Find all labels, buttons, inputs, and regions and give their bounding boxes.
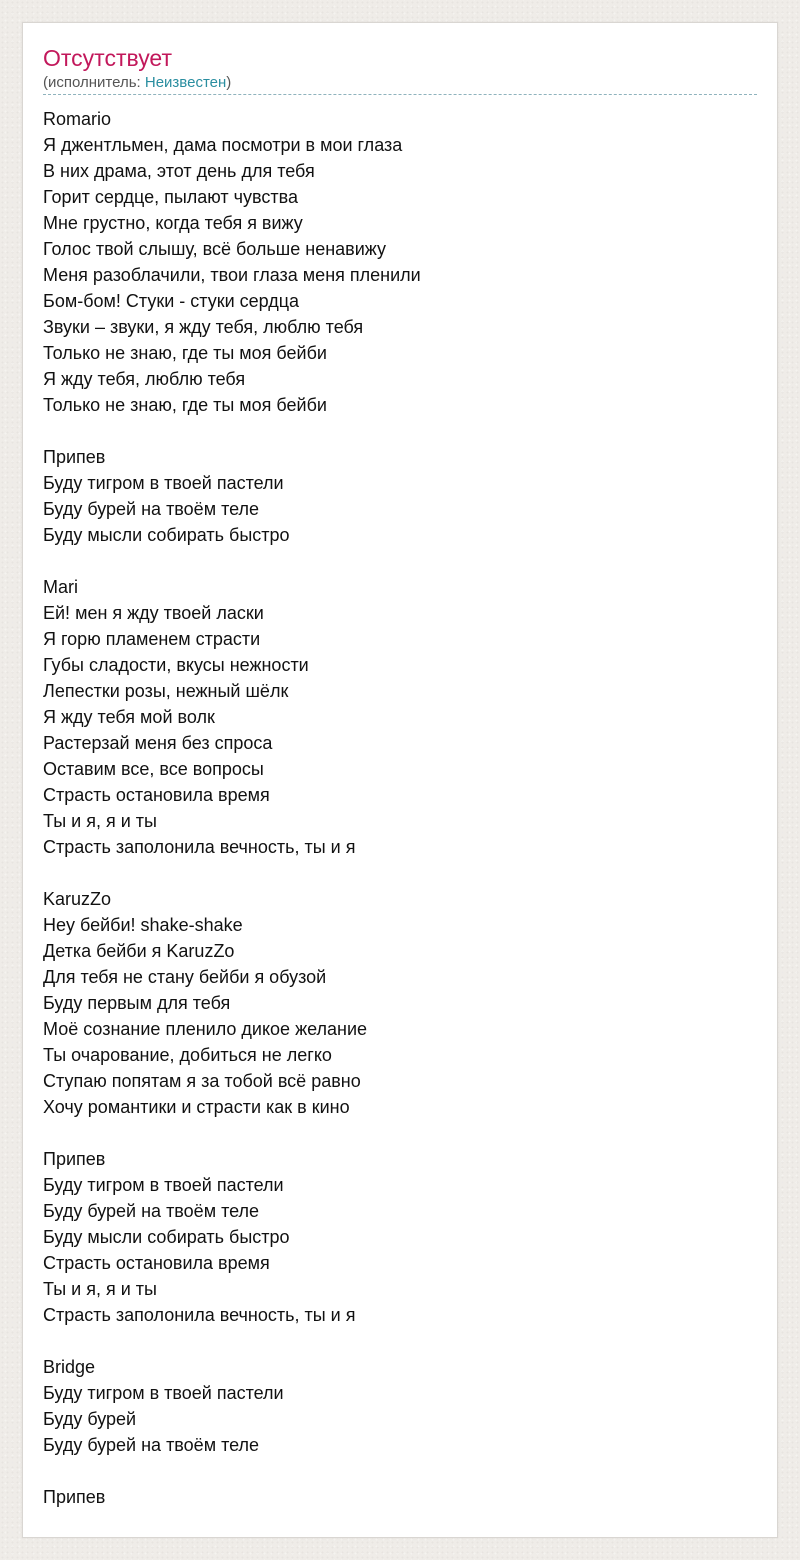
lyric-line: В них драма, этот день для тебя <box>43 161 315 181</box>
lyric-line: Губы сладости, вкусы нежности <box>43 655 309 675</box>
stanza-heading: KaruzZo <box>43 889 112 909</box>
song-title: Отсутствует <box>43 45 172 71</box>
lyric-line: Буду тигром в твоей пастели <box>43 473 284 493</box>
lyric-line: Я жду тебя, люблю тебя <box>43 369 246 389</box>
artist-line <box>43 73 757 95</box>
lyric-line: Страсть остановила время <box>43 1253 270 1273</box>
lyric-line: Меня разоблачили, твои глаза меня пленили <box>43 265 421 285</box>
lyric-line: Буду мысли собирать быстро <box>43 525 290 545</box>
lyric-line: Только не знаю, где ты моя бейби <box>43 395 327 415</box>
lyric-line: Горит сердце, пылают чувства <box>43 187 298 207</box>
lyric-line: Буду бурей на твоём теле <box>43 1435 260 1455</box>
lyric-line: Буду мысли собирать быстро <box>43 1227 290 1247</box>
lyric-line: Голос твой слышу, всё больше ненавижу <box>43 239 387 259</box>
lyric-line: Только не знаю, где ты моя бейби <box>43 343 327 363</box>
lyric-line: Бом-бом! Стуки - стуки сердца <box>43 291 300 311</box>
lyric-line: Hey бейби! shake-shake <box>43 915 243 935</box>
lyric-line: Страсть остановила время <box>43 785 270 805</box>
lyric-line: Для тебя не стану бейби я обузой <box>43 967 327 987</box>
stanza-heading: Bridge <box>43 1357 96 1377</box>
lyric-line: Я жду тебя мой волк <box>43 707 215 727</box>
lyric-line: Я джентльмен, дама посмотри в мои глаза <box>43 135 403 155</box>
lyric-line: Детка бейби я KaruzZo <box>43 941 235 961</box>
lyric-line: Ты и я, я и ты <box>43 811 157 831</box>
lyric-line: Буду тигром в твоей пастели <box>43 1383 284 1403</box>
stanza-gap <box>43 418 757 444</box>
lyric-line: Ты очарование, добиться не легко <box>43 1045 332 1065</box>
stanza-gap <box>43 1120 757 1146</box>
artist-suffix: ) <box>226 74 232 91</box>
lyric-line: Растерзай меня без спроса <box>43 733 273 753</box>
stanza-gap <box>43 548 757 574</box>
lyrics-card <box>22 22 778 1538</box>
artist-prefix: (исполнитель: <box>43 74 145 91</box>
lyric-line: Звуки – звуки, я жду тебя, люблю тебя <box>43 317 364 337</box>
stanza-heading: Romario <box>43 109 112 129</box>
lyric-line: Страсть заполонила вечность, ты и я <box>43 1305 356 1325</box>
artist-link[interactable]: Неизвестен <box>144 74 227 91</box>
stanza-gap <box>43 860 757 886</box>
stanza-heading: Припев <box>43 1149 106 1169</box>
stanza-heading: Припев <box>43 1487 106 1507</box>
lyric-line: Буду тигром в твоей пастели <box>43 1175 284 1195</box>
song-header <box>43 43 757 95</box>
lyric-line: Буду бурей <box>43 1409 137 1429</box>
lyric-line: Буду бурей на твоём теле <box>43 499 260 519</box>
lyric-line: Буду бурей на твоём теле <box>43 1201 260 1221</box>
stanza-gap <box>43 1458 757 1484</box>
stanza-heading: Mari <box>43 577 78 597</box>
lyric-line: Ступаю попятам я за тобой всё равно <box>43 1071 361 1091</box>
lyric-line: Мне грустно, когда тебя я вижу <box>43 213 303 233</box>
lyric-line: Хочу романтики и страсти как в кино <box>43 1097 350 1117</box>
lyric-line: Я горю пламенем страсти <box>43 629 261 649</box>
lyric-line: Моё сознание пленило дикое желание <box>43 1019 368 1039</box>
lyrics-body <box>43 106 757 1510</box>
lyric-line: Оставим все, все вопросы <box>43 759 264 779</box>
stanza-gap <box>43 1328 757 1354</box>
lyric-line: Ей! мен я жду твоей ласки <box>43 603 264 623</box>
lyric-line: Буду первым для тебя <box>43 993 231 1013</box>
stanza-heading: Припев <box>43 447 106 467</box>
lyric-line: Ты и я, я и ты <box>43 1279 157 1299</box>
lyric-line: Страсть заполонила вечность, ты и я <box>43 837 356 857</box>
lyric-line: Лепестки розы, нежный шёлк <box>43 681 289 701</box>
